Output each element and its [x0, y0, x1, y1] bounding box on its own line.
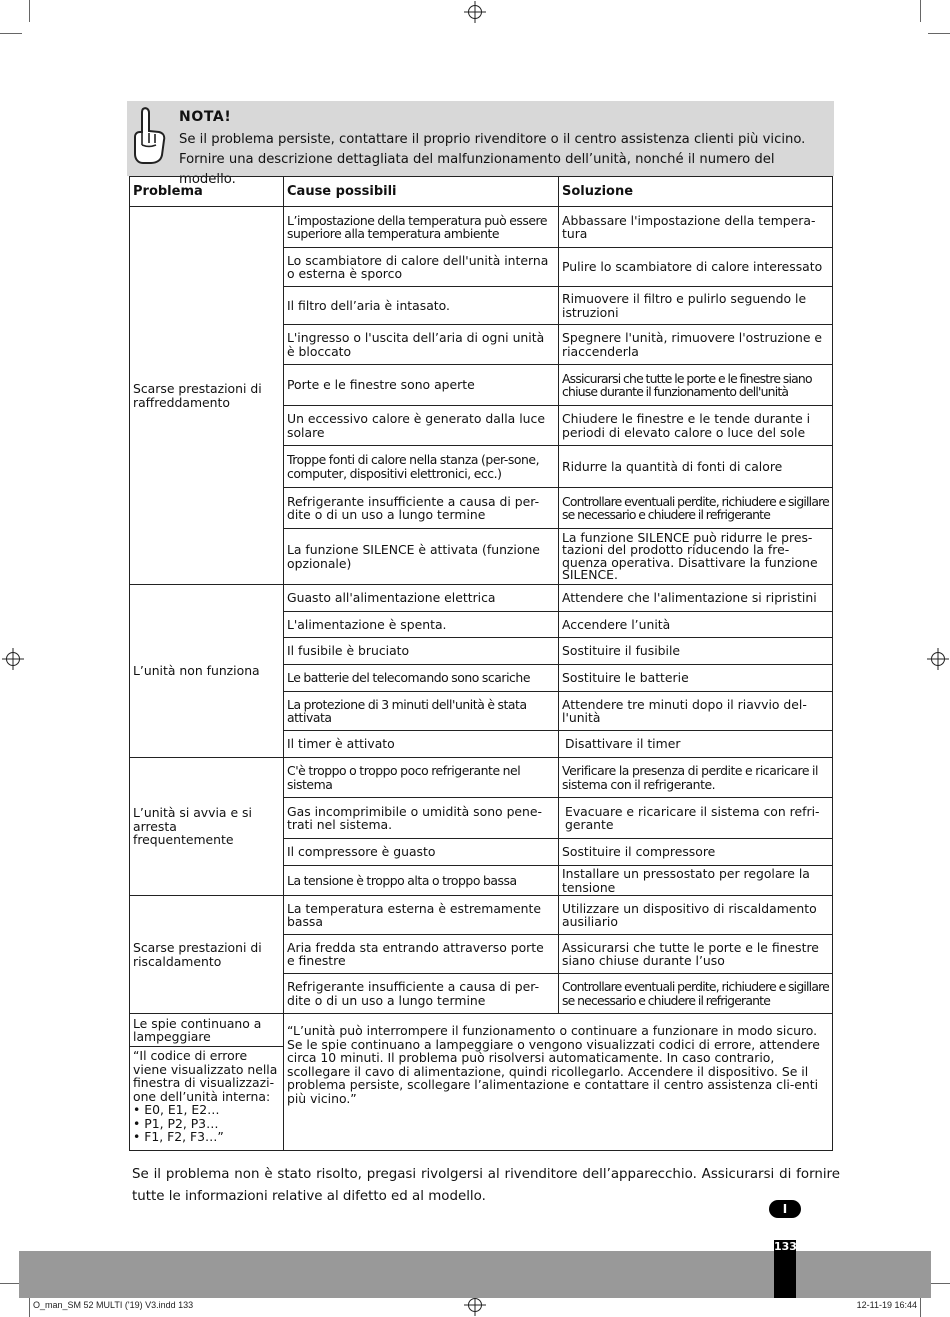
problem-cell: L’unità si avvia e si arresta frequentemente — [130, 758, 284, 896]
language-tab: I — [769, 1200, 801, 1218]
cause-cell: La tensione è troppo alta o troppo bassa — [284, 866, 559, 896]
cause-cell: Refrigerante insufficiente a causa di per-dite o di un uso a lungo termine — [284, 488, 559, 529]
table-row — [130, 758, 833, 798]
crop-mark — [0, 33, 22, 34]
crop-mark — [928, 1283, 950, 1284]
error-code-item: • F1, F2, F3…” — [133, 1129, 224, 1144]
solution-cell: Spegnere l'unità, rimuovere l'ostruzione e riaccenderla — [559, 325, 833, 365]
cause-cell: Il timer è attivato — [284, 731, 559, 758]
header-problem: Problema — [130, 177, 284, 207]
problem-cell: L’unità non funziona — [130, 585, 284, 758]
crop-mark — [920, 1295, 921, 1317]
cause-cell: La funzione SILENCE è attivata (funzione opzionale) — [284, 529, 559, 585]
cause-cell: Un eccessivo calore è generato dalla luce solare — [284, 406, 559, 446]
table-header-row — [130, 177, 833, 207]
crop-mark — [29, 1295, 30, 1317]
solution-cell: Ridurre la quantità di fonti di calore — [559, 446, 833, 488]
note-text: Se il problema persiste, contattare il proprio rivenditore o il centro assistenza clienti più vicino. Fornire una descrizione dettagliata del malfunzionamento dell’unità, nonché il numero del modello. — [179, 132, 806, 187]
pointing-hand-icon — [129, 105, 169, 165]
cause-cell: C'è troppo o troppo poco refrigerante nel sistema — [284, 758, 559, 798]
problem-cell — [130, 1047, 284, 1151]
page-number: 133 — [774, 1240, 797, 1253]
solution-cell: Sostituire il compressore — [559, 839, 833, 866]
solution-cell: La funzione SILENCE può ridurre le pres-tazioni del prodotto riducendo la fre-quenza operativa. Disattivare la funzione SILENCE. — [559, 529, 833, 585]
cause-cell: Lo scambiatore di calore dell'unità interna o esterna è sporco — [284, 248, 559, 287]
solution-cell: Pulire lo scambiatore di calore interessato — [559, 248, 833, 287]
error-code-item: • E0, E1, E2… — [133, 1102, 220, 1117]
cause-cell: L'ingresso o l'uscita dell’aria di ogni unità è bloccato — [284, 325, 559, 365]
solution-cell: Installare un pressostato per regolare la tensione — [559, 866, 833, 896]
solution-cell: Utilizzare un dispositivo di riscaldamento ausiliario — [559, 896, 833, 935]
registration-mark-icon — [468, 5, 482, 19]
cause-cell: Il compressore è guasto — [284, 839, 559, 866]
cause-cell: Porte e le finestre sono aperte — [284, 365, 559, 406]
cause-cell: L'alimentazione è spenta. — [284, 612, 559, 638]
cause-cell: Gas incomprimibile o umidità sono pene-trati nel sistema. — [284, 798, 559, 839]
solution-cell: Abbassare l'impostazione della tempera-tura — [559, 207, 833, 248]
solution-cell: Sostituire le batterie — [559, 665, 833, 692]
closing-paragraph: Se il problema non è stato risolto, pregasi rivolgersi al rivenditore dell’apparecchio. Assicurarsi di fornire tutte le informazioni relative al difetto ed al modello. — [132, 1167, 840, 1204]
registration-mark-icon — [6, 652, 20, 666]
solution-cell: Verificare la presenza di perdite e ricaricare il sistema con il refrigerante. — [559, 758, 833, 798]
solution-cell: Assicurarsi che tutte le porte e le finestre siano chiuse durante il funzionamento dell'unità — [559, 365, 833, 406]
solution-cell: Controllare eventuali perdite, richiudere e sigillare se necessario e chiudere il refrigerante — [559, 488, 833, 529]
error-code-intro: “Il codice di errore viene visualizzato nella finestra di visualizzazi-one dell’unità interna: — [133, 1048, 278, 1104]
solution-cell: Sostituire il fusibile — [559, 638, 833, 665]
solution-cell: Assicurarsi che tutte le porte e le finestre siano chiuse durante l’uso — [559, 935, 833, 974]
cause-cell: Le batterie del telecomando sono scariche — [284, 665, 559, 692]
troubleshooting-table — [129, 176, 833, 1151]
solution-cell: Controllare eventuali perdite, richiudere e sigillare se necessario e chiudere il refrigerante — [559, 974, 833, 1014]
cause-cell: Guasto all'alimentazione elettrica — [284, 585, 559, 612]
table-row — [130, 207, 833, 248]
solution-cell: Attendere che l'alimentazione si ripristini — [559, 585, 833, 612]
solution-cell: Evacuare e ricaricare il sistema con refri-gerante — [559, 798, 833, 839]
solution-cell: Disattivare il timer — [559, 731, 833, 758]
cause-cell: L’impostazione della temperatura può essere superiore alla temperatura ambiente — [284, 207, 559, 248]
crop-mark — [29, 0, 30, 22]
note-box — [127, 101, 834, 187]
table-row — [130, 1014, 833, 1047]
cause-cell: Il fusibile è bruciato — [284, 638, 559, 665]
header-causes: Cause possibili — [284, 177, 559, 207]
problem-cell: Le spie continuano a lampeggiare — [130, 1014, 284, 1047]
solution-cell: Attendere tre minuti dopo il riavvio del-l'unità — [559, 692, 833, 731]
slug-filename: O_man_SM 52 MULTI ('19) V3.indd 133 — [33, 1300, 194, 1310]
table-row — [130, 896, 833, 935]
slug-timestamp: 12-11-19 16:44 — [856, 1300, 917, 1310]
cause-cell: La temperatura esterna è estremamente bassa — [284, 896, 559, 935]
crop-mark — [920, 0, 921, 22]
registration-mark-icon — [468, 1298, 482, 1312]
header-solution: Soluzione — [559, 177, 833, 207]
solution-cell: Accendere l’unità — [559, 612, 833, 638]
table-row — [130, 585, 833, 612]
cause-cell: Il filtro dell’aria è intasato. — [284, 287, 559, 325]
cause-cell: Refrigerante insufficiente a causa di per-dite o di un uso a lungo termine — [284, 974, 559, 1014]
solution-cell: “L’unità può interrompere il funzionamento o continuare a funzionare in modo sicuro. Se le spie continuano a lampeggiare o vengono visualizzati codici di errore, attendere circa 10 minuti. Il problema può risolversi automaticamente. In caso contrario, scollegare il cavo di alimentazione, quindi ricollegarlo. Accendere il dispositivo. Se il problema persiste, scollegare l’alimentazione e contattare il centro assistenza cli-enti più vicino.” — [284, 1014, 833, 1151]
cause-cell: Troppe fonti di calore nella stanza (per-sone, computer, dispositivi elettronici, ecc.) — [284, 446, 559, 488]
error-code-item: • P1, P2, P3… — [133, 1115, 219, 1131]
crop-mark — [928, 33, 950, 34]
cause-cell: La protezione di 3 minuti dell'unità è stata attivata — [284, 692, 559, 731]
solution-cell: Rimuovere il filtro e pulirlo seguendo le istruzioni — [559, 287, 833, 325]
registration-mark-icon — [931, 652, 945, 666]
solution-cell: Chiudere le finestre e le tende durante i periodi di elevato calore o luce del sole — [559, 406, 833, 446]
problem-cell: Scarse prestazioni di raffreddamento — [130, 207, 284, 585]
note-title: NOTA! — [179, 109, 232, 125]
problem-cell: Scarse prestazioni di riscaldamento — [130, 896, 284, 1014]
cause-cell: Aria fredda sta entrando attraverso porte e finestre — [284, 935, 559, 974]
